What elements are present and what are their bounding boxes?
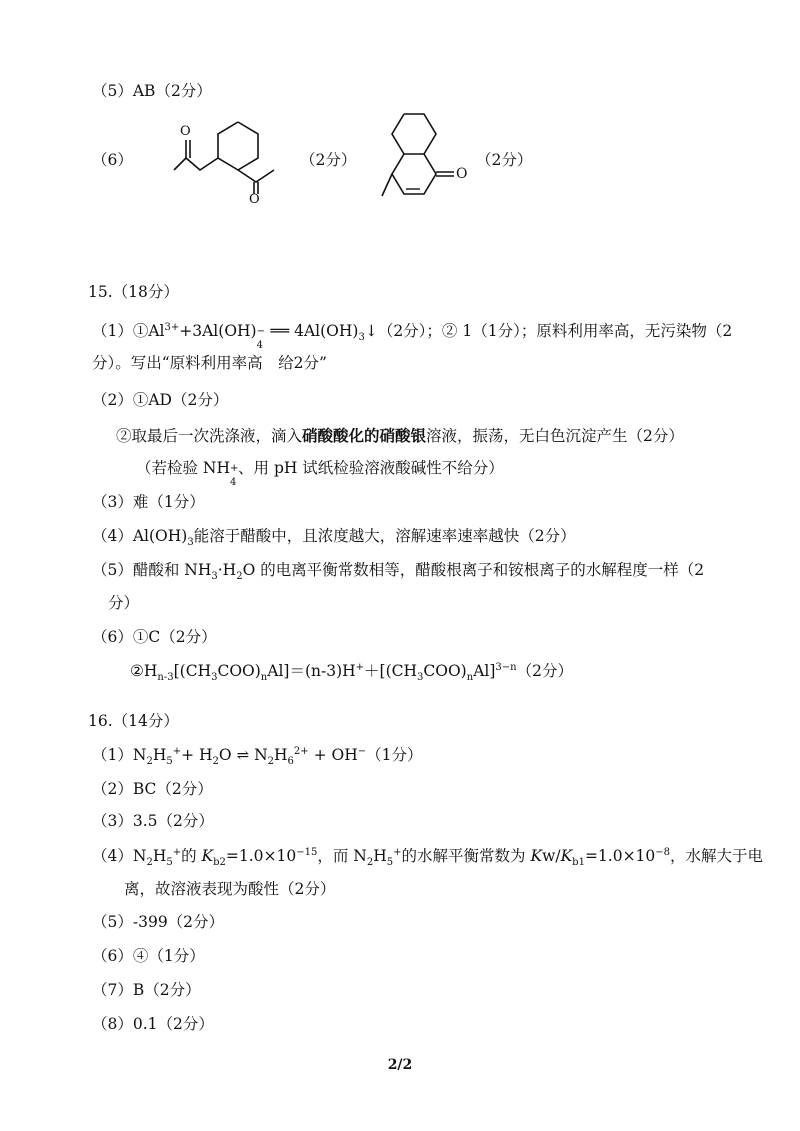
q16-line-5: （5）-399（2分） [92, 913, 225, 931]
q16-line-4a: $(4)N_2H_5^+$的 $K_{b2}=1.0\times 10^{-15}$，而 $N_2H_5^+$的水解平衡常数为 $Kw/K_{b1}=1.0\times 10^{-8}$，水解大于电 [92, 846, 764, 869]
q16-heading: 16.（14分） [88, 712, 179, 730]
q16-line-7: （7）B（2分） [92, 981, 201, 999]
q15-line-5a: （5）醋酸和 $NH_3\cdot H_2O$ 的电离平衡常数相等，醋酸根离子和铵根离子的水解程度一样（2 [92, 561, 705, 583]
q16-line-3: （3）3.5（2分） [92, 812, 214, 830]
q16-line-6: （6）④（1分） [92, 947, 205, 965]
page-number: 2/2 [387, 1057, 413, 1073]
q15-line-3: （3）难（1分） [92, 493, 205, 511]
q14-line-6-label: （6） [92, 151, 133, 169]
q14-line-5: （5）AB（2分） [92, 82, 212, 100]
q15-line-4: $(4)Al(OH)_3$能溶于醋酸中，且浓度越大，溶解速率速率越快（2分） [92, 527, 576, 549]
structure-diketone [168, 112, 298, 208]
structure-bicyclic-enone [380, 104, 480, 208]
o-atom-label: O [456, 166, 468, 182]
q15-line-1b: 分）。写出“原料利用率高 给2分” [92, 354, 327, 372]
q15-line-6a: （6）①C（2分） [92, 628, 217, 646]
o-atom-label: O [249, 192, 260, 207]
o-atom-label: O [180, 124, 191, 139]
q14-score-2: （2分） [476, 151, 533, 169]
equilibrium-arrow-icon: ⇌ [236, 746, 250, 764]
q16-line-4b: 离，故溶液表现为酸性（2分） [124, 880, 336, 898]
q15-heading: 15.（18分） [88, 283, 179, 301]
q16-line-1: $(1)N_2H_5^++ H_2O$ ⇌ $N_2H_6^{2+} + OH^-(1$分） [92, 745, 423, 768]
q15-line-2c: （若检验 NH + 4 、用 pH 试纸检验溶液酸碱性不给分） [136, 459, 504, 488]
q16-line-8: （8）0.1（2分） [92, 1015, 214, 1033]
q15-line-5b: 分） [108, 594, 140, 612]
q14-score-1: （2分） [300, 151, 357, 169]
q15-line-6b: $②H_{n-3}[(CH_3COO)_nAl]=(n-3)H^++[(CH_3COO)_nAl]^{3-n}(2$分） [130, 661, 573, 684]
q15-line-2b: ②取最后一次洗涤液，滴入硝酸酸化的硝酸银溶液，振荡，无白色沉淀产生（2分） [116, 426, 684, 445]
q15-line-2a: （2）①AD（2分） [92, 391, 229, 409]
q16-line-2: （2）BC（2分） [92, 780, 213, 798]
q15-line-1a: $(1)①Al^{3+}+3Al(OH)$ − 4 ══ $4Al(OH)_3↓(2$分）；② 1（1分）；原料利用率高，无污染物（2 [92, 321, 733, 351]
